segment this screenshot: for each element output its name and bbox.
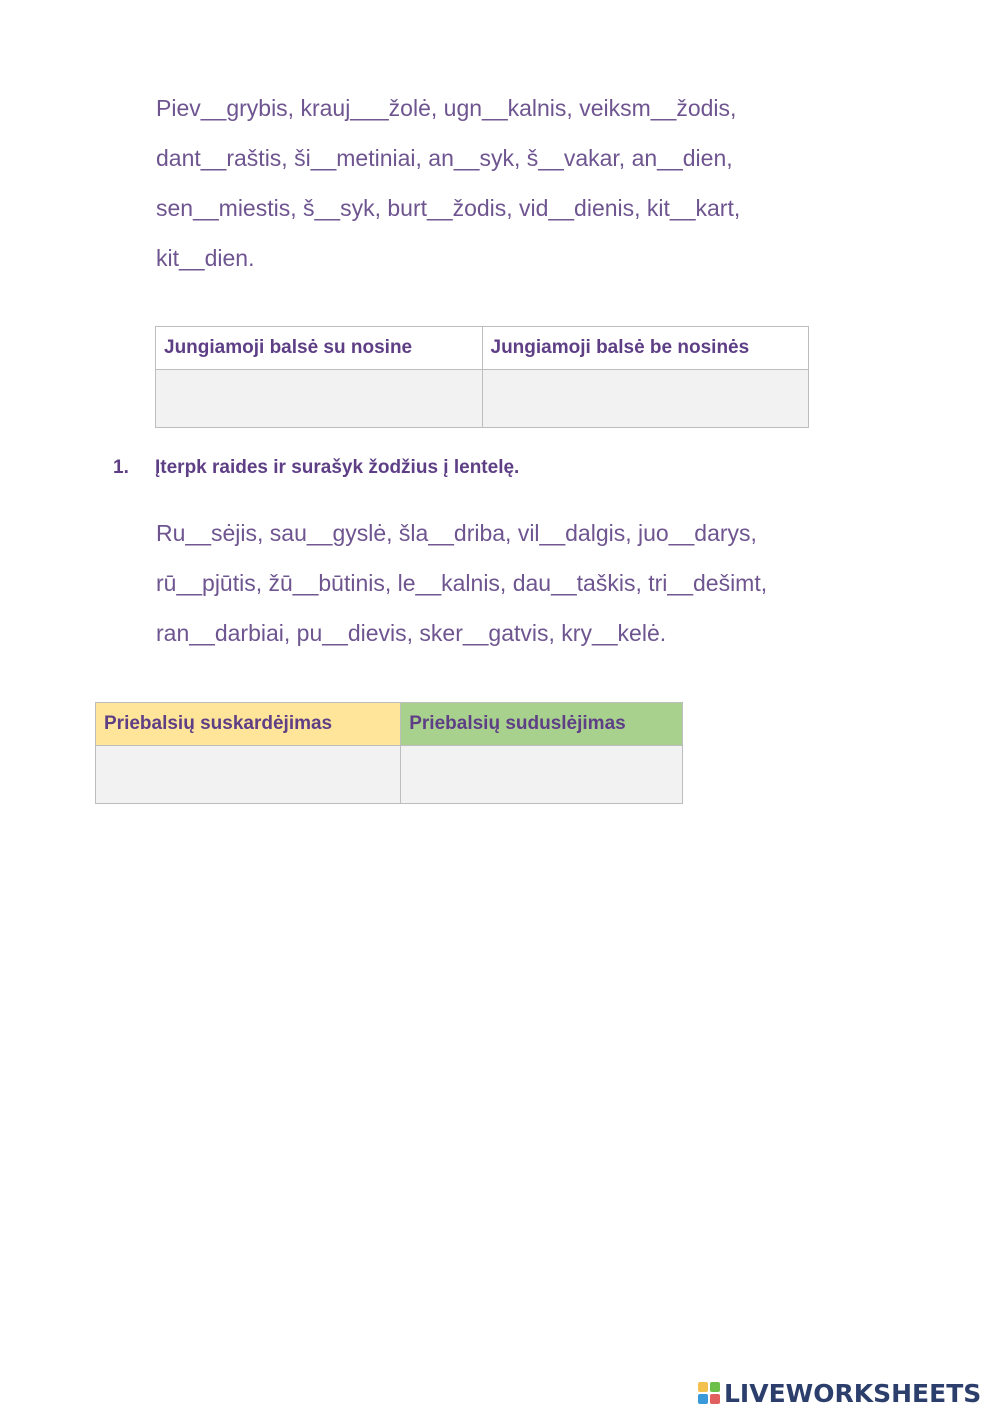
logo-square xyxy=(710,1394,720,1404)
exercise-instruction xyxy=(113,457,519,479)
table-row xyxy=(156,370,809,428)
table-row xyxy=(96,746,683,804)
answer-cell-voicing[interactable] xyxy=(96,746,401,804)
logo-square xyxy=(698,1382,708,1392)
paragraph-line: dant__raštis, ši__metiniai, an__syk, š__vakar, an__dien, xyxy=(156,145,733,171)
logo-square xyxy=(710,1382,720,1392)
paragraph-line: rū__pjūtis, žū__būtinis, le__kalnis, dau__taškis, tri__dešimt, xyxy=(156,570,768,596)
exercise-paragraph-2 xyxy=(156,508,767,658)
exercise-paragraph-1 xyxy=(156,83,740,283)
table-header-cell: Priebalsių suduslėjimas xyxy=(401,703,683,746)
logo-text: LIVEWORKSHEETS xyxy=(724,1378,982,1408)
answer-cell-devoicing[interactable] xyxy=(401,746,683,804)
liveworksheets-logo-icon xyxy=(698,1382,720,1404)
answer-table-consonants xyxy=(95,702,683,804)
answer-cell-with-nasal[interactable] xyxy=(156,370,483,428)
logo-square xyxy=(698,1394,708,1404)
paragraph-line: Ru__sėjis, sau__gyslė, šla__driba, vil__dalgis, juo__darys, xyxy=(156,520,757,546)
paragraph-line: ran__darbiai, pu__dievis, sker__gatvis, kry__kelė. xyxy=(156,620,667,646)
table-header-row xyxy=(156,327,809,370)
table-header-cell: Priebalsių suskardėjimas xyxy=(96,703,401,746)
table-header-cell: Jungiamoji balsė su nosine xyxy=(156,327,483,370)
instruction-number: 1. xyxy=(113,457,129,478)
paragraph-line: kit__dien. xyxy=(156,245,255,271)
liveworksheets-logo[interactable] xyxy=(698,1376,981,1410)
answer-table-vowels xyxy=(155,326,809,428)
instruction-text: Įterpk raides ir surašyk žodžius į lentelę. xyxy=(155,457,520,478)
paragraph-line: sen__miestis, š__syk, burt__žodis, vid__dienis, kit__kart, xyxy=(156,195,741,221)
table-header-row xyxy=(96,703,683,746)
paragraph-line: Piev__grybis, krauj___žolė, ugn__kalnis, veiksm__žodis, xyxy=(156,95,737,121)
table-header-cell: Jungiamoji balsė be nosinės xyxy=(482,327,809,370)
answer-cell-without-nasal[interactable] xyxy=(482,370,809,428)
